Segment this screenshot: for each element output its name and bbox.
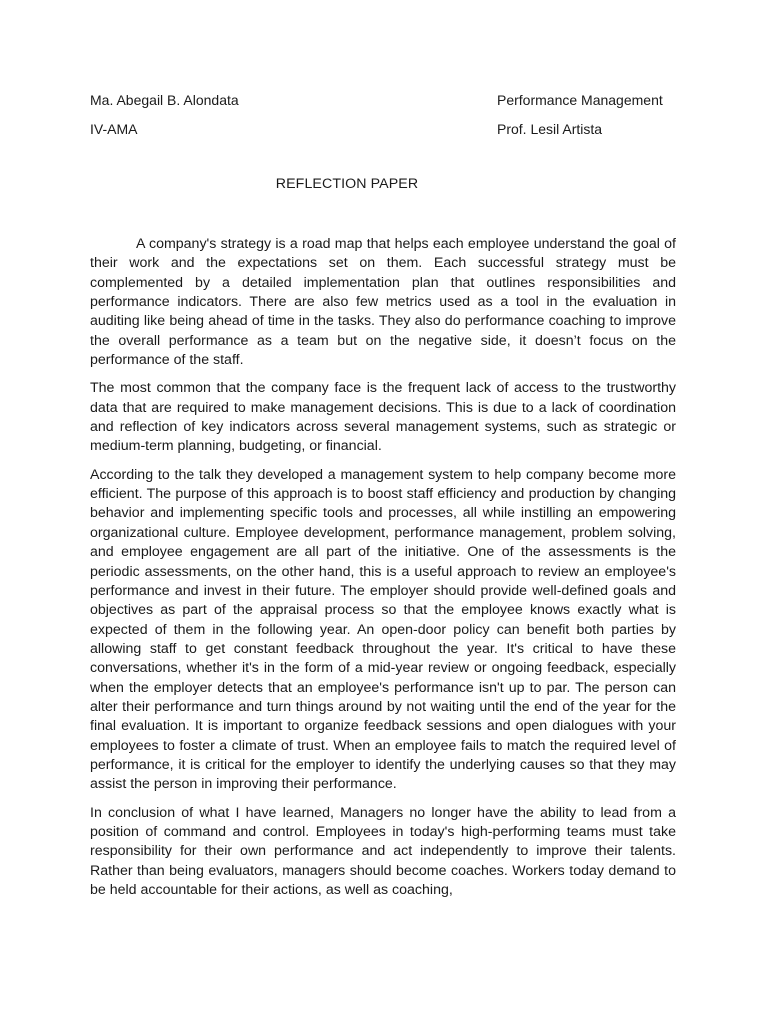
paragraph: A company's strategy is a road map that helps each employee understand the goal of their work and the expectations set on them. Each successful strategy must be complemented by a detailed implementation plan that outlines responsibilities and performance indicators. There are also few metrics used as a tool in the evaluation in auditing like being ahead of time in the tasks. They also do performance coaching to improve the overall performance as a team but on the negative side, it doesn’t focus on the performance of the staff. [90, 236, 676, 369]
paragraph: In conclusion of what I have learned, Managers no longer have the ability to lead from a position of command and control. Employees in today's high-performing teams must take responsibility for their own performance and act independently to improve their talents. Rather than being evaluators, managers should become coaches. Workers today demand to be held accountable for their actions, as well as coaching, [90, 804, 676, 898]
paper-body [90, 235, 676, 909]
author-name: Ma. Abegail B. Alondata [90, 92, 239, 108]
paragraph: According to the talk they developed a management system to help company become more efficient. The purpose of this approach is to boost staff efficiency and production by changing behavior and implementing specific tools and processes, all while instilling an empowering organizational culture. Employee development, performance management, problem solving, and employee engagement are all part of the initiative. One of the assessments is the periodic assessments, on the other hand, this is a useful approach to review an employee's performance and invest in their future. The employer should provide well-defined goals and objectives as part of the appraisal process so that the employee knows exactly what is expected of them in the following year. An open-door policy can benefit both parties by allowing staff to get constant feedback throughout the year. It's critical to have these conversations, whether it's in the form of a mid-year review or ongoing feedback, especially when the employer detects that an employee's performance isn't up to par. The person can alter their performance and turn things around by not waiting until the end of the year for the final evaluation. It is important to organize feedback sessions and open dialogues with your employees to foster a climate of trust. When an employee fails to match the required level of performance, it is critical for the employer to identify the underlying causes so that they may assist the person in improving their performance. [90, 466, 676, 793]
course-name: Performance Management [497, 92, 663, 108]
professor-name: Prof. Lesil Artista [497, 121, 603, 137]
paragraph: The most common that the company face is the frequent lack of access to the trustworthy data that are required to make management decisions. This is due to a lack of coordination and reflection of key indicators across several management systems, such as strategic or medium-term planning, budgeting, or financial. [90, 380, 676, 455]
class-section: IV-AMA [90, 121, 138, 137]
paper-title: REFLECTION PAPER [275, 176, 419, 192]
